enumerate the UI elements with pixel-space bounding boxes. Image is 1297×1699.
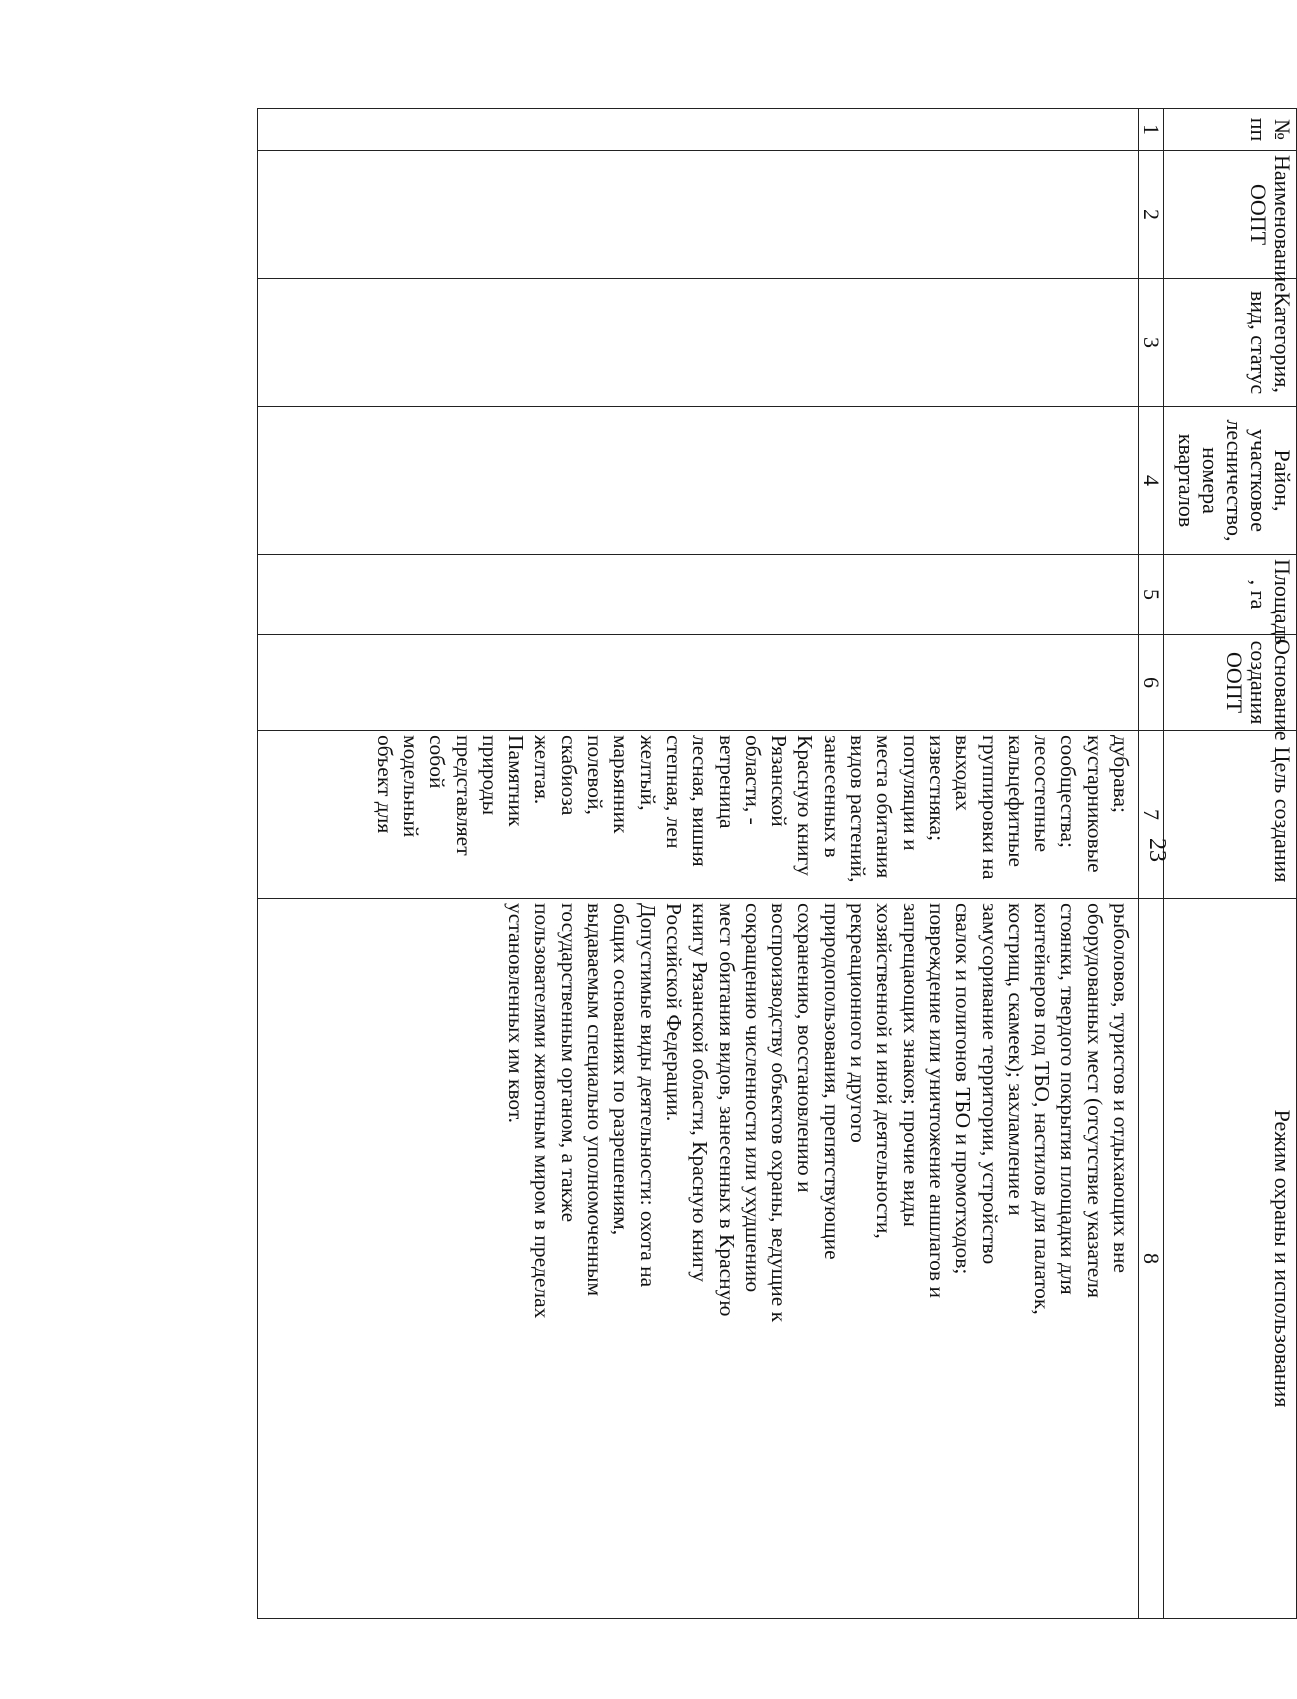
purpose-text-line: объект для bbox=[372, 735, 397, 834]
purpose-text-line: места обитания bbox=[872, 735, 897, 879]
regime-text-line: мест обитания видов, занесенных в Красную bbox=[714, 903, 739, 1317]
header-category: Категория, вид, статус bbox=[1164, 279, 1297, 407]
cell-basis bbox=[258, 635, 1139, 731]
regime-text-line: замусоривание территории, устройство bbox=[977, 903, 1002, 1265]
regime-text-line: запрещающих знаков; прочие виды bbox=[898, 903, 923, 1227]
purpose-text-line: сообщества; bbox=[1056, 735, 1081, 848]
purpose-text-line: лесная, вишня bbox=[688, 735, 713, 867]
regime-text-line: оборудованных мест (отсутствие указателя bbox=[1082, 903, 1107, 1298]
regime-text-line: Допустимые виды деятельности: охота на bbox=[635, 903, 660, 1288]
column-number: 4 bbox=[1139, 407, 1164, 555]
purpose-text-line: группировки на bbox=[977, 735, 1002, 880]
cell-district bbox=[258, 407, 1139, 555]
purpose-text-line: марьянник bbox=[609, 735, 634, 834]
purpose-text-line: желтый, bbox=[635, 735, 660, 811]
purpose-text-line: природы bbox=[477, 735, 502, 816]
purpose-text-line: популяции и bbox=[898, 735, 923, 851]
purpose-text-line: лесостепные bbox=[1030, 735, 1055, 853]
cell-purpose bbox=[258, 731, 1139, 899]
regime-text-line: стоянки, твердого покрытия площадки для bbox=[1056, 903, 1081, 1295]
purpose-text-line: собой bbox=[425, 735, 450, 789]
regime-text-line: общих основаниях по разрешениям, bbox=[609, 903, 634, 1236]
regime-text-line: выдаваемым специально уполномоченным bbox=[583, 903, 608, 1297]
regime-text-line: книгу Рязанской области, Красную книгу bbox=[688, 903, 713, 1283]
purpose-text-line: кальцефитные bbox=[1003, 735, 1028, 868]
regime-text-line: сокращению численности или ухудшению bbox=[740, 903, 765, 1293]
purpose-text-line: области, - bbox=[740, 735, 765, 825]
purpose-text-line: скабиоза bbox=[556, 735, 581, 816]
regime-text-line: природопользования, препятствующие bbox=[819, 903, 844, 1260]
cell-category bbox=[258, 279, 1139, 407]
cell-number bbox=[258, 109, 1139, 151]
header-area: Площадь , га bbox=[1164, 555, 1297, 635]
purpose-text-line: Красную книгу bbox=[793, 735, 818, 876]
purpose-text-line: известняка; bbox=[924, 735, 949, 842]
regime-text-line: контейнеров под ТБО, настилов для палаток, bbox=[1030, 903, 1055, 1315]
regime-text-line: хозяйственной и иной деятельности, bbox=[872, 903, 897, 1239]
purpose-text-line: желтая. bbox=[530, 735, 555, 805]
rotated-table-wrapper bbox=[257, 108, 1297, 1618]
regime-text-line: сохранению, восстановлению и bbox=[793, 903, 818, 1193]
purpose-text-line: Памятник bbox=[504, 735, 529, 827]
purpose-text-line: видов растений, bbox=[846, 735, 871, 883]
regime-text-line: пользователями животным миром в пределах bbox=[530, 903, 555, 1319]
header-purpose: Цель создания bbox=[1164, 731, 1297, 899]
column-number: 2 bbox=[1139, 151, 1164, 279]
page-number: 23 bbox=[1144, 838, 1170, 862]
regime-text-line: рыболовов, туристов и отдыхающих вне bbox=[1109, 903, 1133, 1274]
cell-regime bbox=[258, 899, 1139, 1619]
cell-area bbox=[258, 555, 1139, 635]
column-number-row bbox=[1139, 109, 1164, 1619]
purpose-text-line: ветреница bbox=[714, 735, 739, 829]
regime-text-line: свалок и полигонов ТБО и промотходов; bbox=[951, 903, 976, 1275]
column-number: 6 bbox=[1139, 635, 1164, 731]
oopt-table bbox=[257, 108, 1297, 1619]
column-number: 1 bbox=[1139, 109, 1164, 151]
header-number: № пп bbox=[1164, 109, 1297, 151]
header-district: Район, участковое лесничество, номера кварталов bbox=[1164, 407, 1297, 555]
cell-name bbox=[258, 151, 1139, 279]
purpose-text-line: представляет bbox=[451, 735, 476, 856]
header-basis: Основание создания ООПТ bbox=[1164, 635, 1297, 731]
purpose-text-line: выходах bbox=[951, 735, 976, 811]
column-number: 7 bbox=[1139, 731, 1164, 899]
purpose-text-line: модельный bbox=[398, 735, 423, 838]
header-name: Наименование ООПТ bbox=[1164, 151, 1297, 279]
purpose-text-line: дубрава; bbox=[1109, 735, 1133, 814]
regime-text-line: воспроизводству объектов охраны, ведущие к bbox=[767, 903, 792, 1323]
purpose-text-line: Рязанской bbox=[767, 735, 792, 827]
regime-text-line: повреждение или уничтожение аншлагов и bbox=[924, 903, 949, 1298]
purpose-text-line: кустарниковые bbox=[1082, 735, 1107, 873]
column-number: 8 bbox=[1139, 899, 1164, 1619]
regime-text-line: кострищ, скамеек); захламление и bbox=[1003, 903, 1028, 1216]
header-regime: Режим охраны и использования bbox=[1164, 899, 1297, 1619]
regime-text-line: Российской Федерации. bbox=[661, 903, 686, 1122]
table-row bbox=[258, 109, 1139, 1619]
purpose-text-line: полевой, bbox=[583, 735, 608, 815]
column-number: 3 bbox=[1139, 279, 1164, 407]
column-number: 5 bbox=[1139, 555, 1164, 635]
purpose-text-line: степная, лен bbox=[661, 735, 686, 849]
purpose-text-line: занесенных в bbox=[819, 735, 844, 858]
regime-text-line: установленных им квот. bbox=[504, 903, 529, 1124]
regime-text-line: государственным органом, а также bbox=[556, 903, 581, 1223]
regime-text-line: рекреационного и другого bbox=[846, 903, 871, 1143]
header-row bbox=[1164, 109, 1297, 1619]
